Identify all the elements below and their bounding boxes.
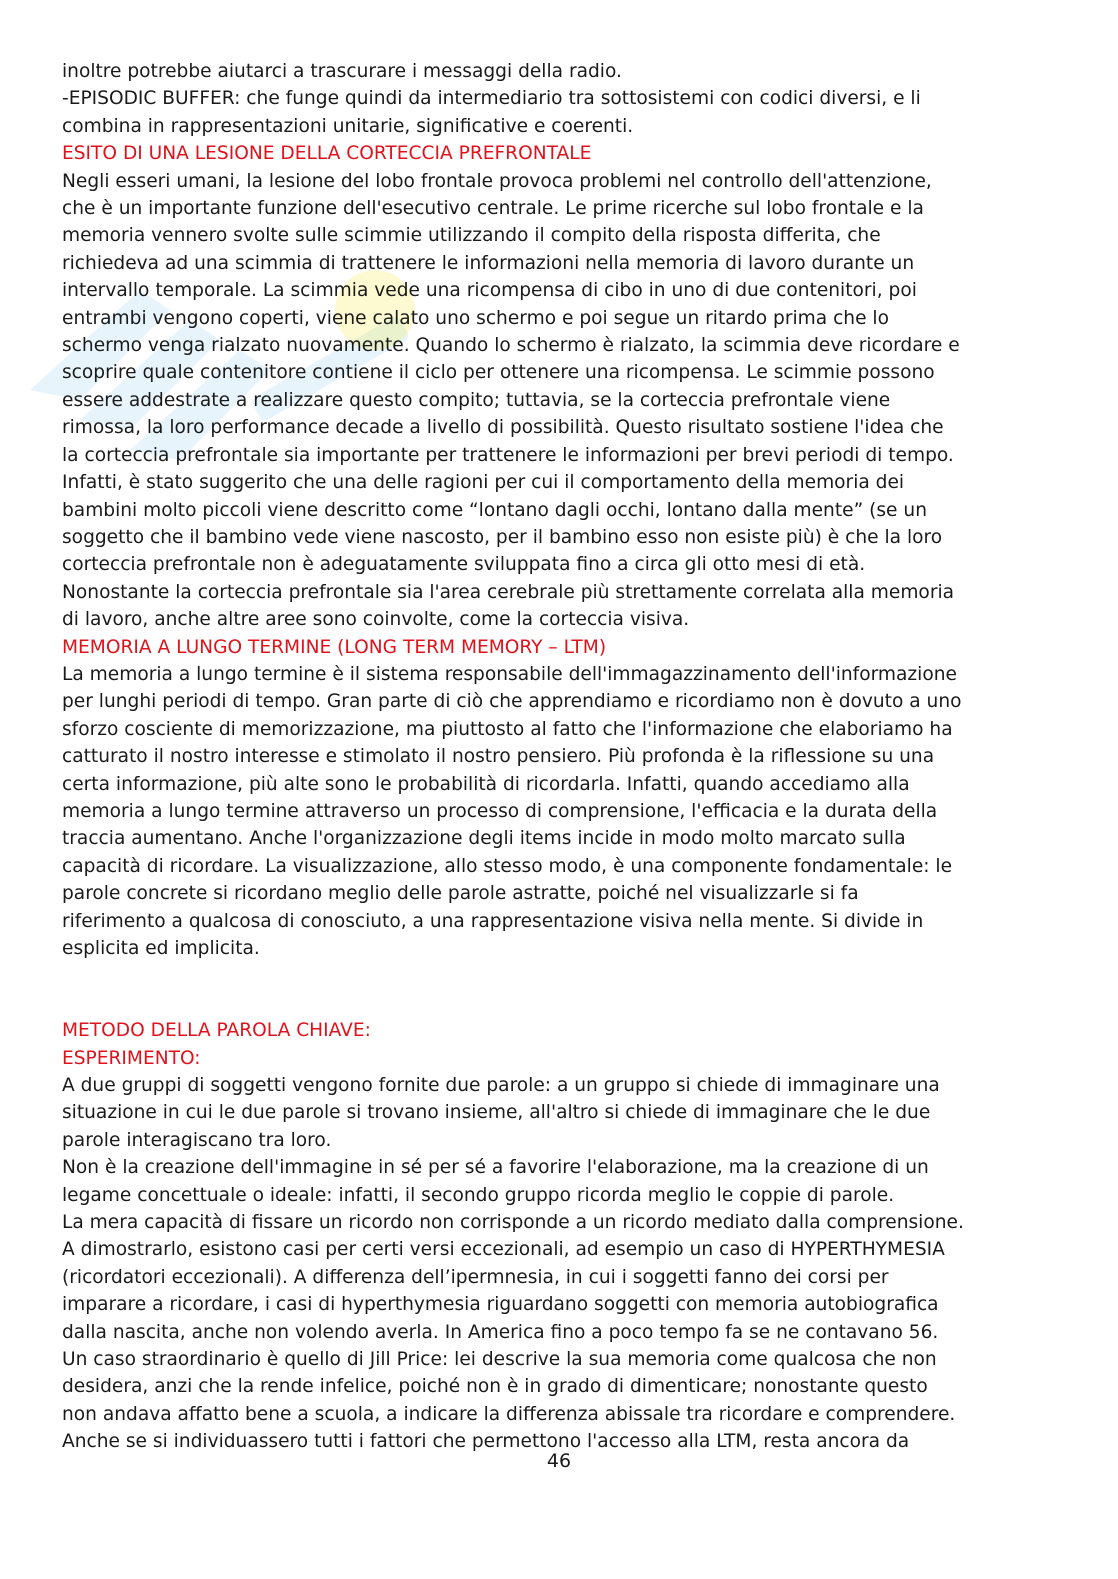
- text-line: situazione in cui le due parole si trovano insieme, all'altro si chiede di immaginare che le due: [62, 1102, 931, 1124]
- section-heading-experiment: ESPERIMENTO:: [62, 1047, 201, 1069]
- text-line: Negli esseri umani, la lesione del lobo frontale provoca problemi nel controllo dell'attenzione,: [62, 170, 932, 192]
- text-line: parole concrete si ricordano meglio delle parole astratte, poiché nel visualizzarle si fa: [62, 883, 859, 905]
- section-heading-keyword-method: METODO DELLA PAROLA CHIAVE:: [62, 1020, 371, 1042]
- text-line: esplicita ed implicita.: [62, 938, 260, 959]
- text-line: traccia aumentano. Anche l'organizzazione degli items incide in modo molto marcato sulla: [62, 828, 906, 850]
- text-line: scoprire quale contenitore contiene il ciclo per ottenere una ricompensa. Le scimmie possono: [62, 362, 935, 384]
- text-line: di lavoro, anche altre aree sono coinvolte, come la corteccia visiva.: [62, 609, 690, 631]
- text-line: capacità di ricordare. La visualizzazione, allo stesso modo, è una componente fondamentale: le: [62, 855, 953, 877]
- text-line: parole interagiscano tra loro.: [62, 1129, 332, 1151]
- text-line: bambini molto piccoli viene descritto come “lontano dagli occhi, lontano dalla mente” (se un: [62, 499, 927, 521]
- text-line: catturato il nostro interesse e stimolato il nostro pensiero. Più profonda è la riflessione su una: [62, 746, 935, 768]
- page-number: 46: [546, 1450, 572, 1472]
- section-heading-long-term-memory: MEMORIA A LUNGO TERMINE (LONG TERM MEMORY – LTM): [62, 636, 607, 658]
- document-page: [62, 58, 1062, 1456]
- text-line: A dimostrarlo, esistono casi per certi versi eccezionali, ad esempio un caso di HYPERTHYMESIA: [62, 1239, 945, 1261]
- text-line: certa informazione, più alte sono le probabilità di ricordarla. Infatti, quando accediamo alla: [62, 773, 910, 795]
- text-line: sforzo cosciente di memorizzazione, ma piuttosto al fatto che l'informazione che elaboriamo ha: [62, 718, 953, 740]
- text-line: corteccia prefrontale non è adeguatamente sviluppata fino a circa gli otto mesi di età.: [62, 554, 866, 576]
- text-line: dalla nascita, anche non volendo averla. In America fino a poco tempo fa se ne contavano 56.: [62, 1321, 939, 1343]
- text-line: desidera, anzi che la rende infelice, poiché non è in grado di dimenticare; nonostante questo: [62, 1376, 928, 1398]
- text-line: essere addestrate a realizzare questo compito; tuttavia, se la corteccia prefrontale viene: [62, 389, 891, 411]
- text-line: la corteccia prefrontale sia importante per trattenere le informazioni per brevi periodi di tempo.: [62, 444, 954, 466]
- text-line: (ricordatori eccezionali). A differenza dell’ipermnesia, in cui i soggetti fanno dei corsi per: [62, 1266, 889, 1288]
- text-line: Non è la creazione dell'immagine in sé per sé a favorire l'elaborazione, ma la creazione di un: [62, 1157, 929, 1179]
- text-line: schermo venga rialzato nuovamente. Quando lo schermo è rialzato, la scimmia deve ricordare e: [62, 335, 960, 357]
- text-line: legame concettuale o ideale: infatti, il secondo gruppo ricorda meglio le coppie di parole.: [62, 1184, 895, 1206]
- text-line: A due gruppi di soggetti vengono fornite due parole: a un gruppo si chiede di immaginare una: [62, 1075, 940, 1097]
- text-line: La mera capacità di fissare un ricordo non corrisponde a un ricordo mediato dalla comprensione.: [62, 1212, 964, 1234]
- text-line: che è un importante funzione dell'esecutivo centrale. Le prime ricerche sul lobo frontale e la: [62, 198, 924, 220]
- text-line: rimossa, la loro performance decade a livello di possibilità. Questo risultato sostiene l'idea che: [62, 417, 944, 439]
- text-line: memoria vennero svolte sulle scimmie utilizzando il compito della risposta differita, che: [62, 225, 881, 247]
- paragraph-spacer: [62, 962, 1062, 1017]
- text-line: La memoria a lungo termine è il sistema responsabile dell'immagazzinamento dell'informazione: [62, 663, 957, 685]
- text-line: per lunghi periodi di tempo. Gran parte di ciò che apprendiamo e ricordiamo non è dovuto a uno: [62, 691, 962, 713]
- text-line: riferimento a qualcosa di conosciuto, a una rappresentazione visiva nella mente. Si divide in: [62, 910, 924, 932]
- text-line: intervallo temporale. La scimmia vede una ricompensa di cibo in uno di due contenitori, poi: [62, 280, 917, 302]
- text-line: Un caso straordinario è quello di Jill Price: lei descrive la sua memoria come qualcosa che non: [62, 1349, 937, 1371]
- text-line: inoltre potrebbe aiutarci a trascurare i messaggi della radio.: [62, 61, 622, 82]
- text-line: memoria a lungo termine attraverso un processo di comprensione, l'efficacia e la durata della: [62, 800, 938, 822]
- text-line: Nonostante la corteccia prefrontale sia l'area cerebrale più strettamente correlata alla memoria: [62, 581, 955, 603]
- section-heading-prefrontal-lesion: ESITO DI UNA LESIONE DELLA CORTECCIA PREFRONTALE: [62, 143, 592, 165]
- text-line: Infatti, è stato suggerito che una delle ragioni per cui il comportamento della memoria dei: [62, 472, 905, 494]
- text-line: combina in rappresentazioni unitarie, significative e coerenti.: [62, 115, 634, 137]
- text-line: -EPISODIC BUFFER: che funge quindi da intermediario tra sottosistemi con codici diversi, e li: [62, 88, 921, 110]
- text-line: non andava affatto bene a scuola, a indicare la differenza abissale tra ricordare e comprendere.: [62, 1403, 956, 1425]
- text-line: Anche se si individuassero tutti i fattori che permettono l'accesso alla LTM, resta ancora da: [62, 1431, 910, 1453]
- text-line: richiedeva ad una scimmia di trattenere le informazioni nella memoria di lavoro durante un: [62, 252, 915, 274]
- text-line: soggetto che il bambino vede viene nascosto, per il bambino esso non esiste più) è che la loro: [62, 526, 943, 548]
- text-line: entrambi vengono coperti, viene calato uno schermo e poi segue un ritardo prima che lo: [62, 307, 889, 329]
- text-line: imparare a ricordare, i casi di hyperthymesia riguardano soggetti con memoria autobiografica: [62, 1294, 939, 1316]
